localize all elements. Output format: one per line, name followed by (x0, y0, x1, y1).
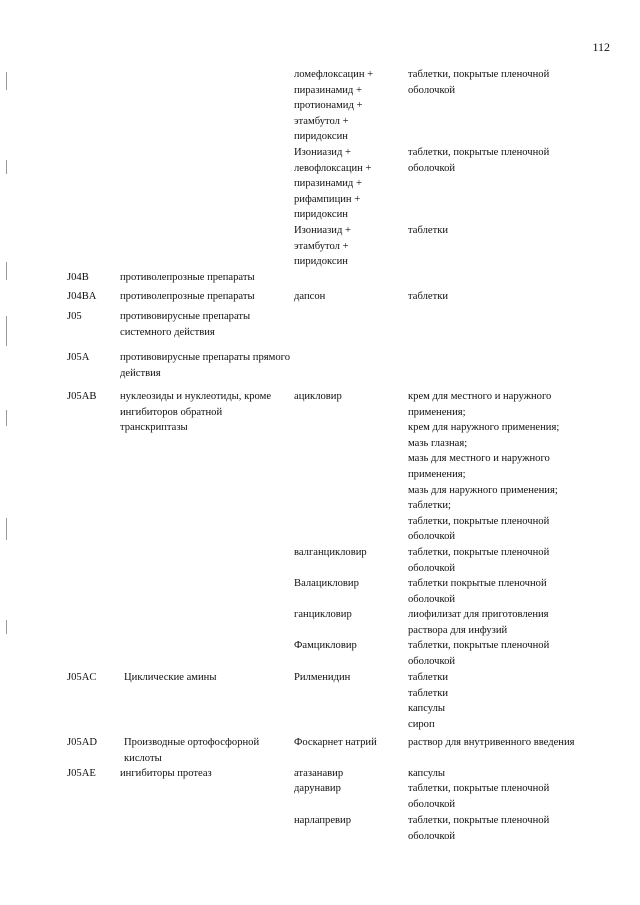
atc-code: J05AB (67, 391, 97, 402)
group-name: нуклеозиды и нуклеотиды, кроме ингибиторов обратной транскриптазы (120, 391, 272, 434)
dosage-form: таблетки, покрытые пленочной оболочкой (408, 815, 550, 842)
dosage-form: раствор для внутривенного введения (408, 737, 575, 748)
group-name: противолепрозные препараты (120, 291, 255, 302)
group-name: Циклические амины (124, 672, 217, 683)
margin-mark (6, 410, 7, 426)
drug-name: нарлапревир (294, 815, 352, 826)
drug-name: Фоскарнет натрий (294, 737, 377, 748)
group-name: Производные ортофосфорной кислоты (124, 737, 260, 764)
drug-name: Рилменидин (294, 672, 351, 683)
group-name: противолепрозные препараты (120, 272, 255, 283)
drug-name: ацикловир (294, 391, 342, 402)
drug-name: Фамцикловир (294, 640, 357, 651)
dosage-form: таблетки, покрытые пленочной оболочкой (408, 547, 550, 574)
dosage-form: таблетки таблетки капсулы сироп (408, 672, 449, 730)
margin-mark (6, 262, 7, 280)
group-name: ингибиторы протеаз (120, 768, 212, 779)
atc-code: J05AD (67, 737, 98, 748)
atc-code: J04BA (67, 291, 97, 302)
page-number: 112 (592, 40, 610, 54)
atc-code: J05 (67, 311, 82, 322)
group-name: противовирусные препараты прямого действия (120, 352, 290, 379)
atc-code: J04B (67, 272, 89, 283)
dosage-form: лиофилизат для приготовления раствора для инфузий (408, 609, 549, 636)
dosage-form: таблетки (408, 291, 449, 302)
atc-code: J05AC (67, 672, 97, 683)
drug-name: Изониазид + левофлоксацин + пиразинамид + рифампицин + пиридоксин (294, 147, 372, 221)
dosage-form: крем для местного и наружного применения; крем для наружного применения; мазь глазная; мазь для местного и наружного применения; мазь для наружного применения; таблетки; таблетки, покрытые пленочной оболочкой (408, 391, 560, 543)
dosage-form: таблетки, покрытые пленочной оболочкой (408, 69, 550, 96)
drug-name: валганцикловир (294, 547, 367, 558)
drug-name: Изониазид + этамбутол + пиридоксин (294, 225, 351, 268)
dosage-form: таблетки (408, 225, 449, 236)
margin-mark (6, 160, 7, 174)
drug-name: атазанавир (294, 768, 344, 779)
margin-mark (6, 316, 7, 346)
margin-mark (6, 518, 7, 540)
dosage-form: таблетки, покрытые пленочной оболочкой (408, 640, 550, 667)
group-name: противовирусные препараты системного действия (120, 311, 251, 338)
drug-name: ломефлоксацин + пиразинамид + протионамид + этамбутол + пиридоксин (294, 69, 374, 143)
drug-name: Валацикловир (294, 578, 359, 589)
atc-code: J05AE (67, 768, 96, 779)
drug-name: ганцикловир (294, 609, 352, 620)
dosage-form: капсулы (408, 768, 446, 779)
dosage-form: таблетки, покрытые пленочной оболочкой (408, 783, 550, 810)
dosage-form: таблетки покрытые пленочной оболочкой (408, 578, 547, 605)
drug-name: дарунавир (294, 783, 341, 794)
margin-mark (6, 72, 7, 90)
drug-name: дапсон (294, 291, 326, 302)
atc-code: J05A (67, 352, 90, 363)
dosage-form: таблетки, покрытые пленочной оболочкой (408, 147, 550, 174)
margin-mark (6, 620, 7, 634)
